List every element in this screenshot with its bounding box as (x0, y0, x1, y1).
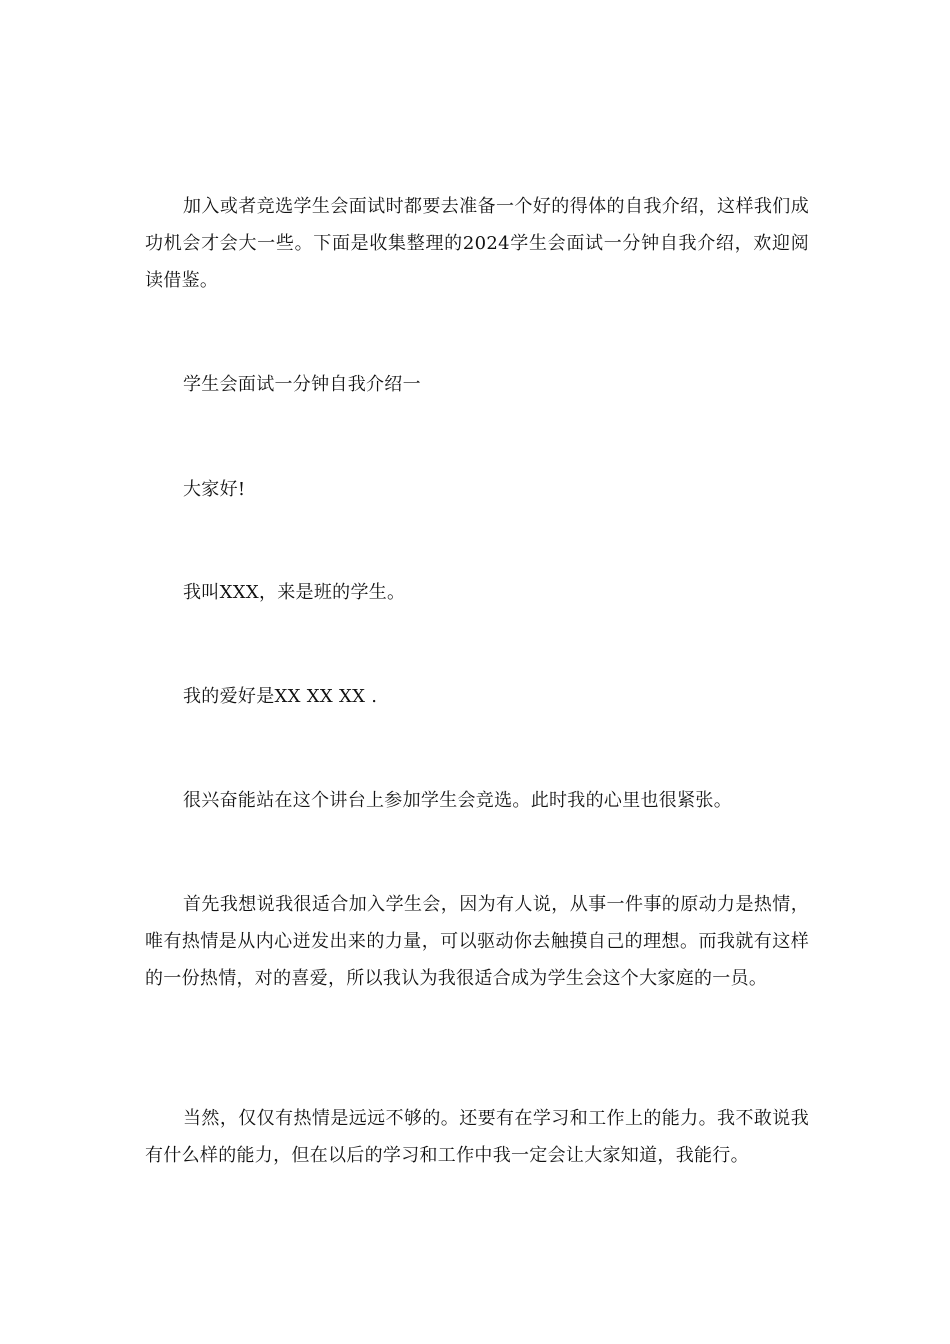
hobby-paragraph: 我的爱好是XX XX XX . (183, 686, 378, 707)
greeting-paragraph: 大家好! (183, 479, 246, 500)
section-heading: 学生会面试一分钟自我介绍一 (183, 374, 421, 395)
passion-paragraph: 首先我想说我很适合加入学生会，因为有人说，从事一件事的原动力是热情，唯有热情是从内心迸发出来的力量，可以驱动你去触摸自己的理想。而我就有这样的一份热情，对的喜爱，所以我认为我很适合成为学生会这个大家庭的一员。 (145, 894, 809, 989)
excitement-paragraph: 很兴奋能站在这个讲台上参加学生会竞选。此时我的心里也很紧张。 (183, 790, 732, 811)
ability-paragraph: 当然，仅仅有热情是远远不够的。还要有在学习和工作上的能力。我不敢说我有什么样的能力，但在以后的学习和工作中我一定会让大家知道，我能行。 (145, 1108, 809, 1166)
intro-paragraph: 加入或者竞选学生会面试时都要去准备一个好的得体的自我介绍，这样我们成功机会才会大一些。下面是收集整理的2024学生会面试一分钟自我介绍，欢迎阅读借鉴。 (145, 196, 809, 291)
name-paragraph: 我叫XXX，来是班的学生。 (183, 582, 406, 603)
